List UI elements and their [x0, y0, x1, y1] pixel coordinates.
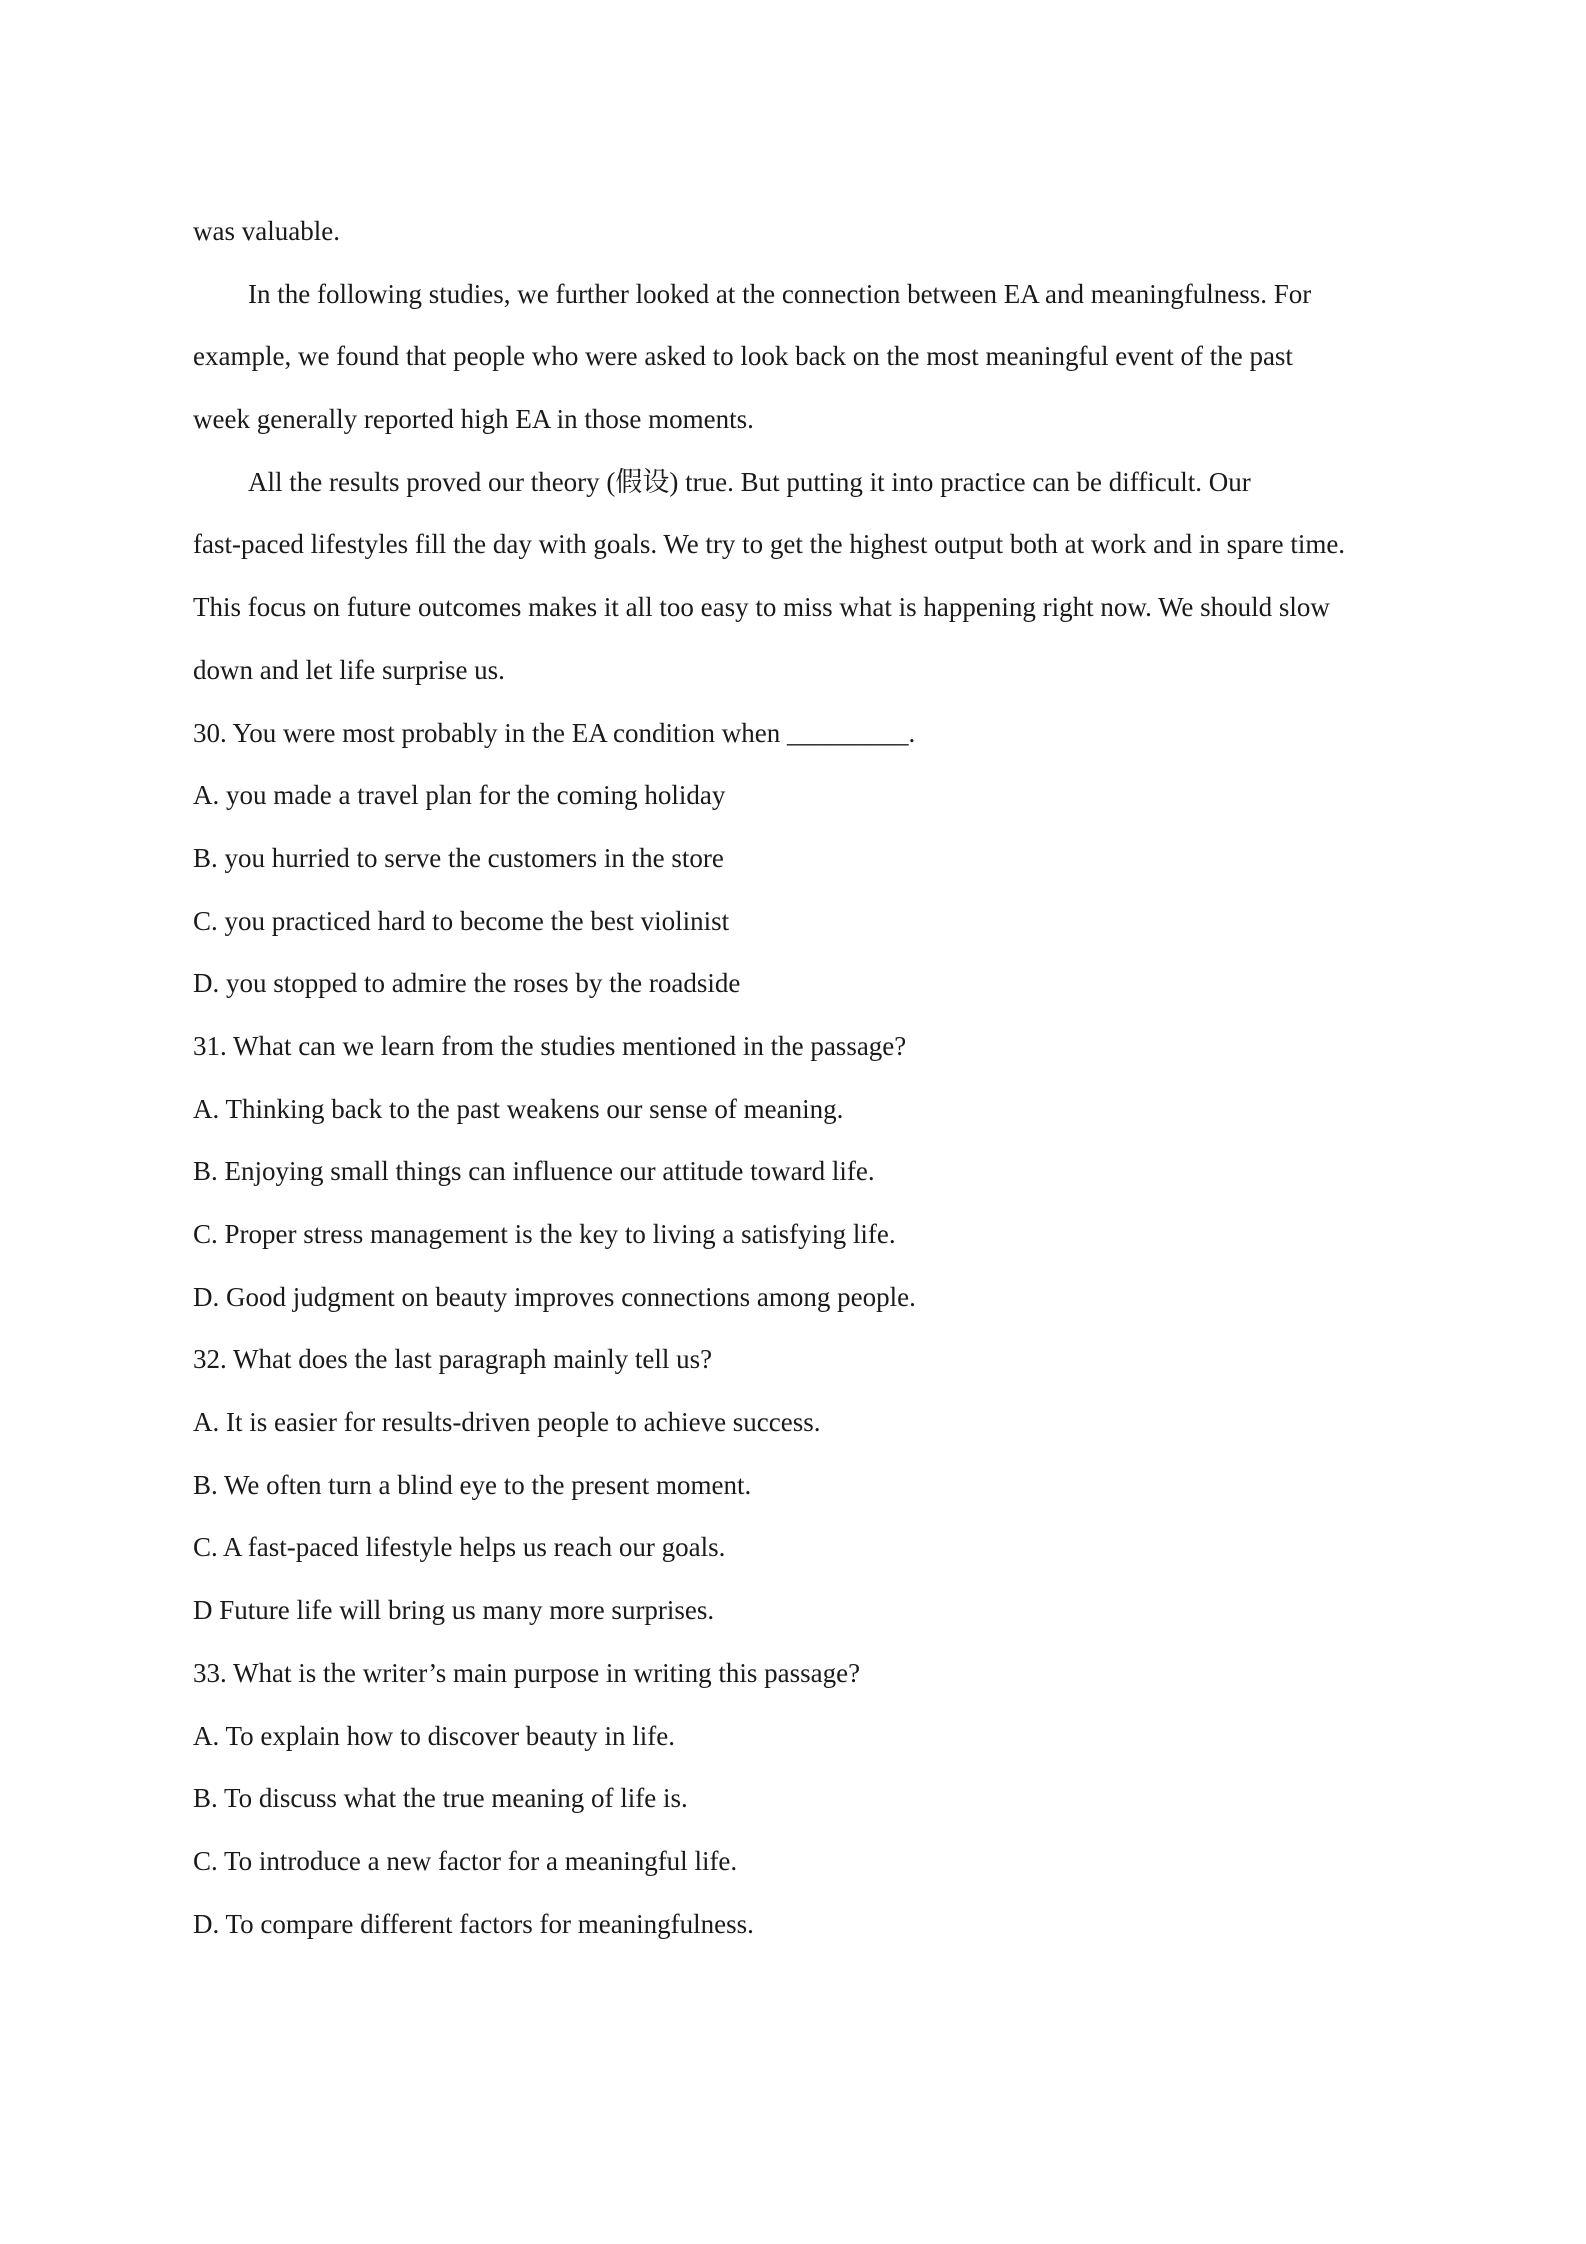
- question-stem: 33. What is the writer’s main purpose in writing this passage?: [193, 1657, 861, 1688]
- answer-option-a: A. you made a travel plan for the coming holiday: [193, 780, 726, 811]
- answer-option-d: D. Good judgment on beauty improves connections among people.: [193, 1281, 916, 1312]
- answer-option-c: C. A fast-paced lifestyle helps us reach our goals.: [193, 1532, 726, 1563]
- question-32: [193, 1328, 1403, 1641]
- answer-option-d: D Future life will bring us many more surprises.: [193, 1595, 715, 1626]
- question-31: [193, 1015, 1403, 1328]
- question-stem: 30. You were most probably in the EA condition when _________.: [193, 717, 916, 748]
- answer-option-c: C. you practiced hard to become the best violinist: [193, 905, 730, 936]
- passage-line: This focus on future outcomes makes it all too easy to miss what is happening right now. We should slow: [193, 592, 1330, 623]
- answer-option-b: B. Enjoying small things can influence our attitude toward life.: [193, 1156, 875, 1187]
- answer-option-a: A. It is easier for results-driven people to achieve success.: [193, 1407, 821, 1438]
- passage-line: In the following studies, we further looked at the connection between EA and meaningfulness. For: [248, 278, 1312, 309]
- answer-option-b: B. We often turn a blind eye to the present moment.: [193, 1469, 752, 1500]
- question-stem: 32. What does the last paragraph mainly tell us?: [193, 1344, 713, 1375]
- answer-option-c: C. To introduce a new factor for a meaningful life.: [193, 1845, 738, 1876]
- answer-option-a: A. To explain how to discover beauty in life.: [193, 1720, 676, 1751]
- answer-option-c: C. Proper stress management is the key to living a satisfying life.: [193, 1219, 896, 1249]
- question-30: [193, 702, 1403, 1015]
- passage-line: week generally reported high EA in those moments.: [193, 404, 754, 435]
- answer-option-d: D. To compare different factors for meaningfulness.: [193, 1908, 754, 1939]
- answer-option-a: A. Thinking back to the past weakens our sense of meaning.: [193, 1093, 844, 1124]
- passage-line: example, we found that people who were asked to look back on the most meaningful event of the past: [193, 341, 1293, 372]
- question-stem: 31. What can we learn from the studies mentioned in the passage?: [193, 1030, 907, 1061]
- passage: [193, 200, 1403, 702]
- passage-line: was valuable.: [193, 216, 340, 246]
- passage-line: fast-paced lifestyles fill the day with goals. We try to get the highest output both at work and in spare time.: [193, 529, 1346, 560]
- answer-option-b: B. you hurried to serve the customers in the store: [193, 842, 724, 873]
- answer-option-b: B. To discuss what the true meaning of life is.: [193, 1783, 688, 1814]
- question-33: [193, 1642, 1403, 1955]
- document-page: [193, 200, 1403, 1955]
- passage-line: down and let life surprise us.: [193, 654, 505, 685]
- passage-line: All the results proved our theory (假设) true. But putting it into practice can be difficult. Our: [248, 466, 1251, 497]
- answer-option-d: D. you stopped to admire the roses by the roadside: [193, 968, 741, 999]
